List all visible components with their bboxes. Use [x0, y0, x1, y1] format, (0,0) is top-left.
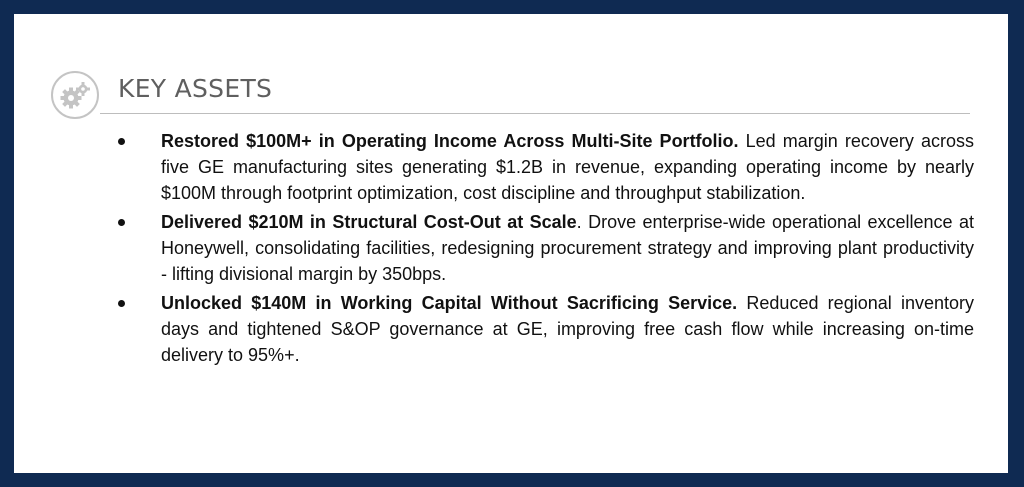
gears-icon — [50, 70, 100, 120]
section-header — [50, 70, 970, 122]
bullet-headline: Unlocked $140M in Working Capital Without Sacrificing Service. — [161, 293, 738, 313]
list-item — [118, 290, 974, 368]
bullet-icon — [118, 219, 125, 226]
key-assets-list — [118, 128, 974, 371]
bullet-body: . Drove enterprise-wide operational excellence at Honeywell, consolidating facilities, redesigning procurement strategy and improving plant productivity - lifting divisional margin by 350bps. — [161, 212, 974, 284]
bullet-body: Led margin recovery across five GE manufacturing sites generating $1.2B in revenue, expanding operating income by nearly $100M through footprint optimization, cost discipline and throughput stabilization. — [161, 131, 974, 203]
list-item — [118, 128, 974, 206]
section-title: KEY ASSETS — [118, 74, 273, 103]
header-divider — [100, 113, 970, 114]
bullet-headline: Restored $100M+ in Operating Income Across Multi-Site Portfolio. — [161, 131, 739, 151]
bullet-icon — [118, 300, 125, 307]
bullet-icon — [118, 138, 125, 145]
content-card — [14, 14, 1008, 473]
bullet-headline: Delivered $210M in Structural Cost-Out at Scale — [161, 212, 577, 232]
bullet-body: Reduced regional inventory days and tightened S&OP governance at GE, improving free cash flow while increasing on-time delivery to 95%+. — [161, 293, 974, 365]
list-item — [118, 209, 974, 287]
